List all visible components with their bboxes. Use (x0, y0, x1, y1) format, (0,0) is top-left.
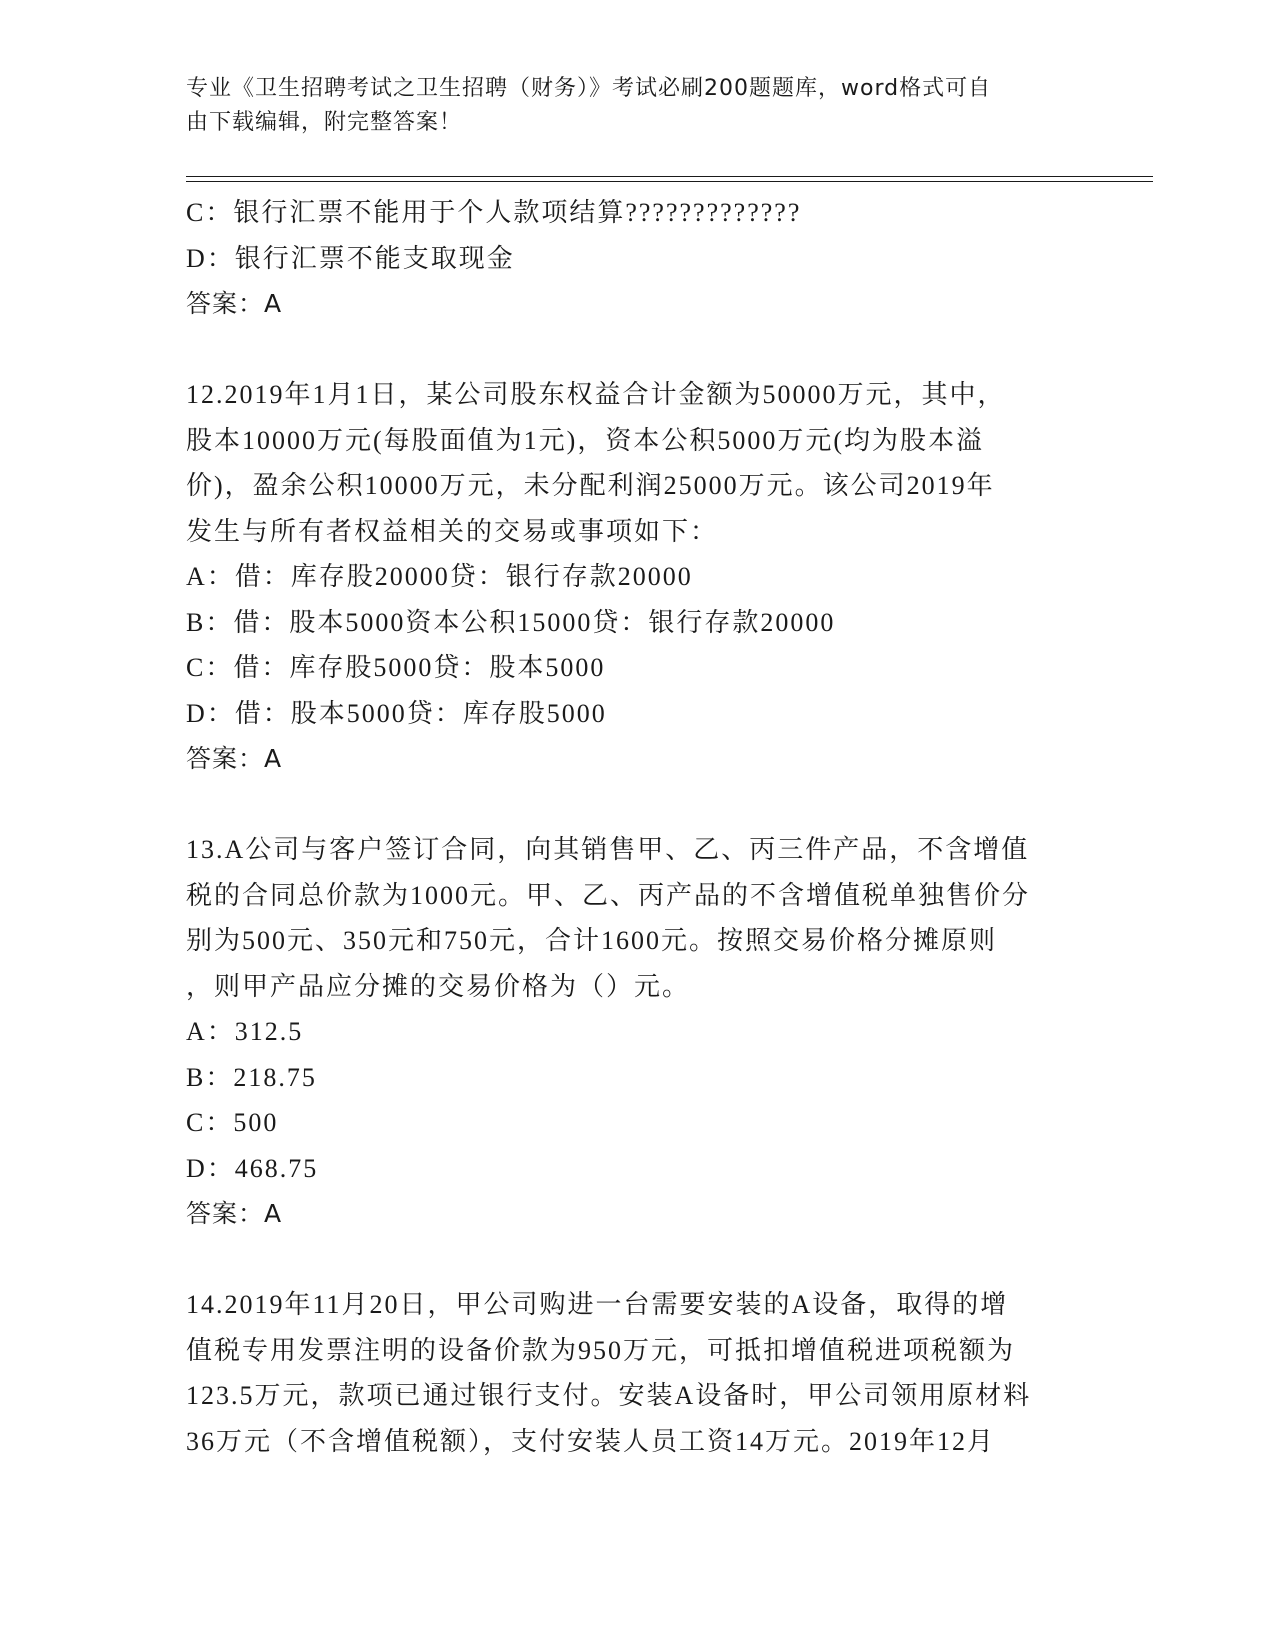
q12-stem-line: 发生与所有者权益相关的交易或事项如下： (186, 516, 719, 546)
q12-stem-line: 股本10000万元(每股面值为1元)，资本公积5000万元(均为股本溢 (186, 425, 984, 455)
q12-stem-line: 价)，盈余公积10000万元，未分配利润25000万元。该公司2019年 (186, 471, 995, 500)
q13-stem-line: 13.A公司与客户签订合同，向其销售甲、乙、丙三件产品，不含增值 (186, 835, 1030, 864)
q12-option-d: D：借：股本5000贷：库存股5000 (186, 698, 607, 728)
q13-option-a: A：312.5 (186, 1017, 304, 1046)
q12-option-b: B：借：股本5000资本公积15000贷：银行存款20000 (186, 607, 836, 637)
q14-stem-line: 123.5万元，款项已通过银行支付。安装A设备时，甲公司领用原材料 (186, 1381, 1032, 1410)
q14-stem-line: 值税专用发票注明的设备价款为950万元，可抵扣增值税进项税额为 (186, 1335, 1016, 1365)
q14-stem-line: 14.2019年11月20日，甲公司购进一台需要安装的A设备，取得的增 (186, 1290, 1009, 1319)
q13-stem-line: ，则甲产品应分摊的交易价格为（）元。 (186, 971, 691, 1001)
question-12 (186, 372, 1086, 782)
document-header (186, 72, 1066, 140)
paragraph-gap (186, 782, 1086, 828)
q12-answer: 答案：A (186, 744, 283, 773)
q12-option-c: C：借：库存股5000贷：股本5000 (186, 653, 606, 682)
q13-stem-line: 别为500元、350元和750元，合计1600元。按照交易价格分摊原则 (186, 926, 998, 955)
paragraph-gap (186, 327, 1086, 373)
q13-option-d: D：468.75 (186, 1153, 319, 1183)
question-14 (186, 1282, 1086, 1464)
q11-option-c: C：银行汇票不能用于个人款项结算????????????? (186, 198, 802, 227)
q12-stem-line: 12.2019年1月1日，某公司股东权益合计金额为50000万元，其中， (186, 380, 1006, 409)
question-11-tail (186, 190, 1086, 327)
q14-stem-line: 36万元（不含增值税额），支付安装人员工资14万元。2019年12月 (186, 1426, 996, 1456)
document-body (186, 190, 1086, 1464)
header-title-line-1: 专业《卫生招聘考试之卫生招聘（财务）》考试必刷200题题库，word格式可自 (186, 76, 992, 101)
q13-option-c: C：500 (186, 1108, 279, 1137)
q12-option-a: A：借：库存股20000贷：银行存款20000 (186, 562, 693, 591)
q11-option-d: D：银行汇票不能支取现金 (186, 243, 515, 273)
header-double-rule (186, 176, 1153, 182)
paragraph-gap (186, 1237, 1086, 1283)
question-13 (186, 827, 1086, 1237)
header-title-line-2: 由下载编辑，附完整答案！ (186, 110, 463, 135)
q13-answer: 答案：A (186, 1199, 283, 1228)
q13-option-b: B：218.75 (186, 1062, 317, 1092)
q13-stem-line: 税的合同总价款为1000元。甲、乙、丙产品的不含增值税单独售价分 (186, 880, 1031, 910)
q11-answer: 答案：A (186, 289, 283, 318)
